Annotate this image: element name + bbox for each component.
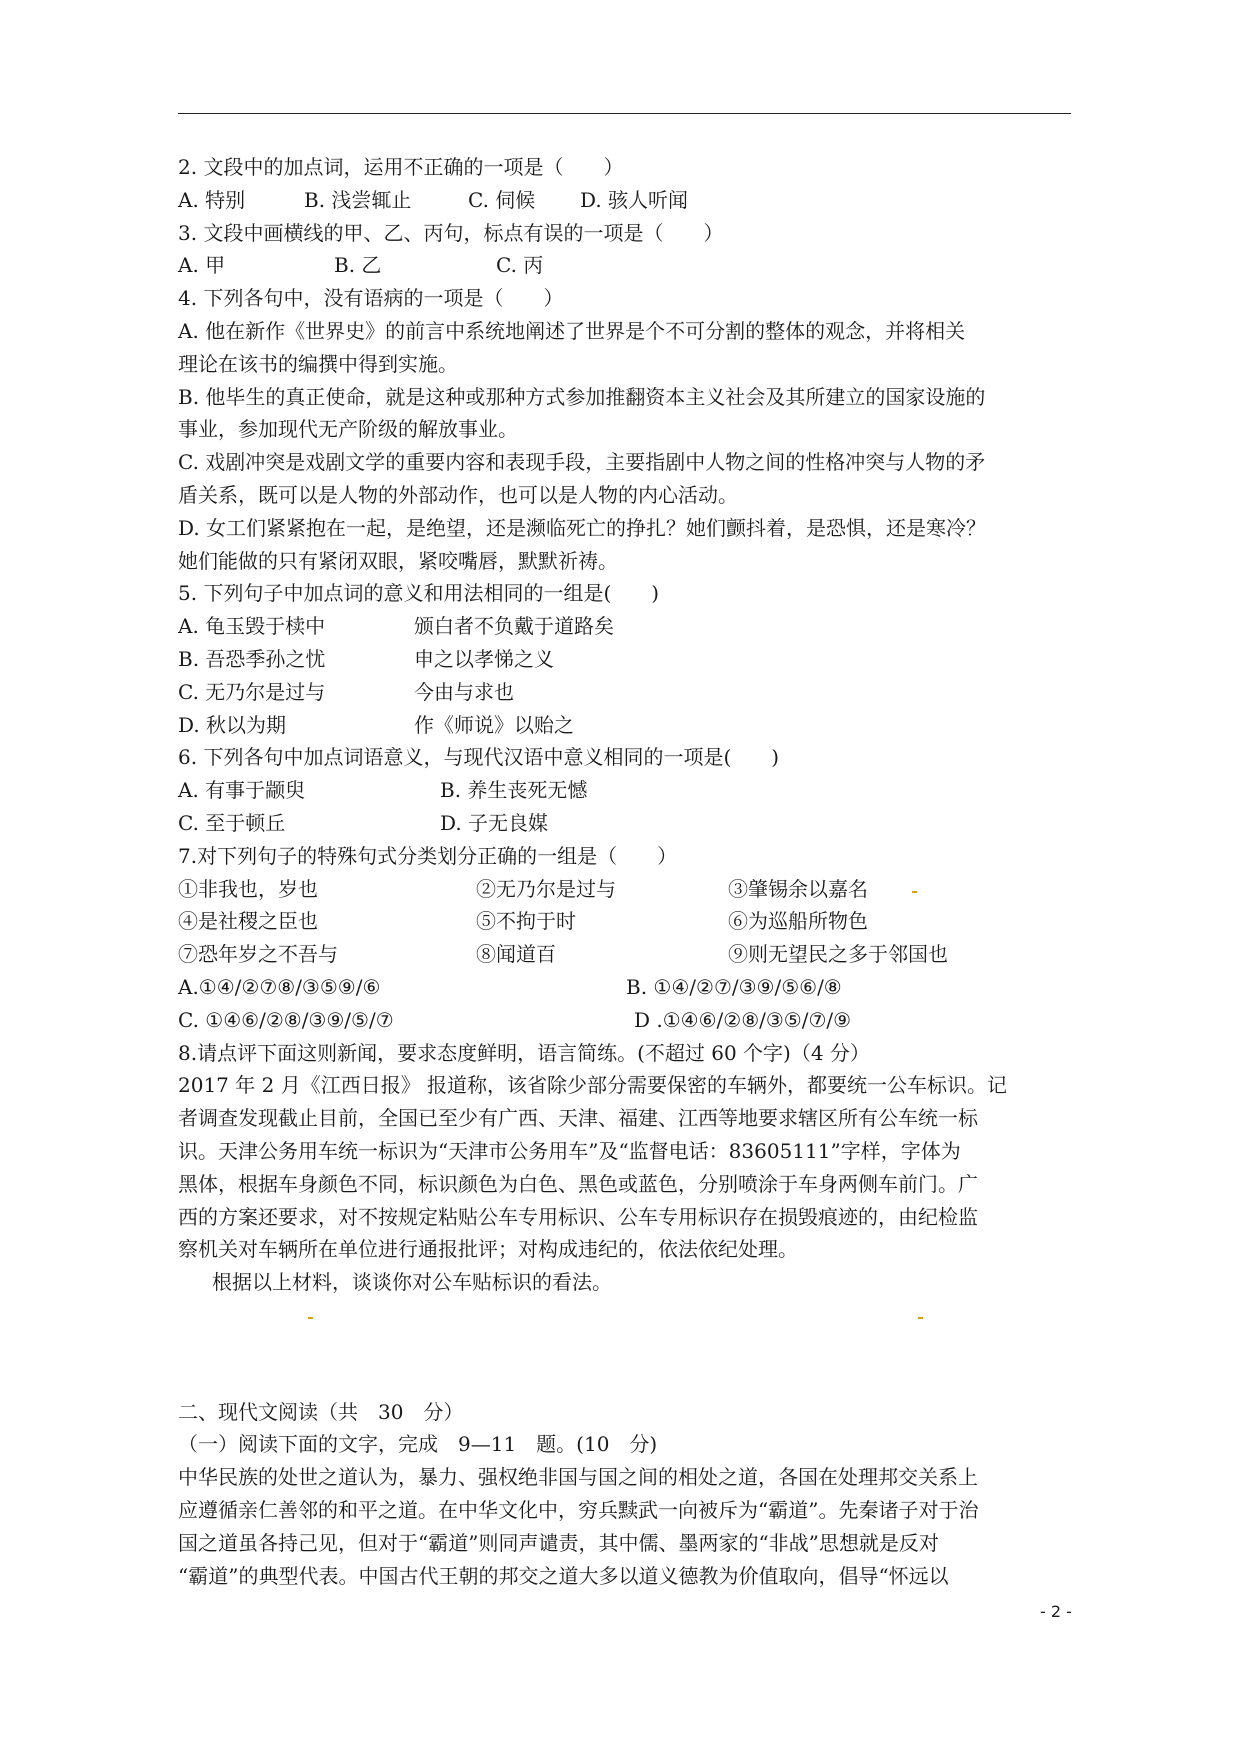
section-subheading: （一）阅读下面的文字，完成 9—11 题。(10 分): [178, 1432, 658, 1457]
q8-material-line: 识。天津公务用车统一标识为“天津市公务用车”及“监督电话：83605111”字样，字体为: [178, 1138, 961, 1163]
q7-option-b: B. ①④/②⑦/③⑨/⑤⑥/⑧: [626, 974, 842, 999]
q4-line: D. 女工们紧紧抱在一起，是绝望，还是濒临死亡的挣扎？她们颤抖着，是恐惧，还是寒冷？: [178, 515, 987, 540]
q5-option-left: C. 无乃尔是过与: [178, 679, 326, 704]
answer-blank-area: [178, 1299, 1078, 1332]
q4-line: 理论在该书的编撰中得到实施。: [178, 351, 458, 376]
q7-sentence-row: [178, 938, 1078, 971]
q7-sentence: ①非我也，岁也: [178, 876, 318, 901]
q3-option-b: B. 乙: [334, 253, 382, 278]
q5-stem: 5. 下列句子中加点词的意义和用法相同的一组是( ): [178, 581, 660, 606]
reading-passage-line: 应遵循亲仁善邻的和平之道。在中华文化中，穷兵黩武一向被斥为“霸道”。先秦诸子对于治: [178, 1498, 979, 1523]
q8-material-line: 2017 年 2 月《江西日报》 报道称，该省除少部分需要保密的车辆外，都要统一公车标识。记: [178, 1073, 1008, 1098]
section-heading: 二、现代文阅读（共 30 分）: [178, 1399, 464, 1424]
q8-material-line: 西的方案还要求，对不按规定粘贴公车专用标识、公车专用标识存在损毁痕迹的，由纪检监: [178, 1204, 978, 1229]
q5-row: [178, 676, 1078, 709]
q5-option-left: B. 吾恐季孙之忧: [178, 646, 326, 671]
q5-option-right: 作《师说》以贻之: [414, 712, 574, 737]
q7-sentence: ③肇锡余以嘉名: [728, 876, 868, 901]
document-body: [178, 151, 1078, 1592]
q6-stem: 6. 下列各句中加点词语意义，与现代汉语中意义相同的一项是( ): [178, 745, 780, 770]
stray-mark: [912, 891, 917, 893]
q7-sentence-row: [178, 873, 1078, 906]
q7-sentence: ②无乃尔是过与: [476, 876, 616, 901]
q2-options: [178, 184, 1078, 217]
reading-passage-line: 国之道虽各持己见，但对于“霸道”则同声谴责，其中儒、墨两家的“非战”思想就是反对: [178, 1530, 939, 1555]
q7-sentence: ⑤不拘于时: [476, 909, 576, 934]
q7-sentence: ⑧闻道百: [476, 942, 556, 967]
q7-option-c: C. ①④⑥/②⑧/③⑨/⑤/⑦: [178, 1007, 394, 1032]
q6-option-right: D. 子无良媒: [440, 810, 549, 835]
q4-line: 她们能做的只有紧闭双眼，紧咬嘴唇，默默祈祷。: [178, 548, 618, 573]
q8-material-line: 黑体，根据车身颜色不同，标识颜色为白色、黑色或蓝色，分别喷涂于车身两侧车前门。广: [178, 1171, 978, 1196]
q7-sentence: ④是社稷之臣也: [178, 909, 318, 934]
q7-answer-row: [178, 971, 1078, 1004]
q7-option-d: D .①④⑥/②⑧/③⑤/⑦/⑨: [634, 1007, 852, 1032]
header-rule: [178, 113, 1071, 114]
q8-prompt: 根据以上材料，谈谈你对公车贴标识的看法。: [212, 1270, 612, 1295]
q4-line: B. 他毕生的真正使命，就是这种或那种方式参加推翻资本主义社会及其所建立的国家设施的: [178, 384, 986, 409]
q4-stem: 4. 下列各句中，没有语病的一项是（ ）: [178, 286, 564, 311]
q4-line: 事业，参加现代无产阶级的解放事业。: [178, 417, 518, 442]
answer-space: [178, 1332, 1078, 1396]
q8-stem: 8.请点评下面这则新闻，要求态度鲜明，语言简练。(不超过 60 个字)（4 分）: [178, 1040, 870, 1065]
q3-options: [178, 249, 1078, 282]
q5-option-left: D. 秋以为期: [178, 712, 287, 737]
q4-line: C. 戏剧冲突是戏剧文学的重要内容和表现手段，主要指剧中人物之间的性格冲突与人物的矛: [178, 450, 986, 475]
q2-stem: 2. 文段中的加点词，运用不正确的一项是（ ）: [178, 155, 624, 179]
q4-line: 盾关系，既可以是人物的外部动作，也可以是人物的内心活动。: [178, 482, 738, 507]
q6-option-right: B. 养生丧死无憾: [440, 778, 588, 803]
q6-option-left: C. 至于顿丘: [178, 810, 286, 835]
q2-option-b: B. 浅尝辄止: [304, 187, 412, 212]
q2-option-c: C. 伺候: [468, 187, 536, 212]
q5-option-left: A. 龟玉毁于椟中: [178, 614, 326, 639]
q5-row: [178, 610, 1078, 643]
page-number: - 2 -: [1040, 1602, 1072, 1621]
q6-row: [178, 774, 1078, 807]
q5-option-right: 申之以孝悌之义: [414, 646, 554, 671]
q7-stem: 7.对下列句子的特殊句式分类划分正确的一组是（ ）: [178, 843, 678, 868]
q7-sentence: ⑦恐年岁之不吾与: [178, 942, 338, 967]
reading-passage-line: “霸道”的典型代表。中国古代王朝的邦交之道大多以道义德教为价值取向，倡导“怀远以: [178, 1563, 949, 1588]
q4-line: A. 他在新作《世界史》的前言中系统地阐述了世界是个不可分割的整体的观念，并将相关: [178, 318, 966, 343]
q5-row: [178, 709, 1078, 742]
stray-mark: [308, 1317, 313, 1319]
q3-option-a: A. 甲: [178, 253, 226, 278]
q6-row: [178, 807, 1078, 840]
q8-material-line: 察机关对车辆所在单位进行通报批评；对构成违纪的，依法依纪处理。: [178, 1237, 798, 1262]
q2-option-a: A. 特别: [178, 187, 246, 212]
q7-sentence: ⑨则无望民之多于邻国也: [728, 942, 948, 967]
q7-answer-row: [178, 1004, 1078, 1037]
reading-passage-line: 中华民族的处世之道认为，暴力、强权绝非国与国之间的相处之道，各国在处理邦交关系上: [178, 1465, 978, 1490]
q2-option-d: D. 骇人听闻: [580, 187, 689, 212]
q7-sentence: ⑥为巡船所物色: [728, 909, 868, 934]
q6-option-left: A. 有事于颛臾: [178, 778, 306, 803]
q3-option-c: C. 丙: [496, 253, 544, 278]
q7-sentence-row: [178, 905, 1078, 938]
stray-mark: [918, 1317, 923, 1319]
q5-option-right: 今由与求也: [414, 679, 514, 704]
q5-option-right: 颁白者不负戴于道路矣: [414, 614, 614, 639]
q8-material-line: 者调查发现截止目前，全国已至少有广西、天津、福建、江西等地要求辖区所有公车统一标: [178, 1106, 978, 1131]
q7-option-a: A.①④/②⑦⑧/③⑤⑨/⑥: [178, 974, 381, 999]
q3-stem: 3. 文段中画横线的甲、乙、丙句，标点有误的一项是（ ）: [178, 220, 724, 245]
q5-row: [178, 643, 1078, 676]
